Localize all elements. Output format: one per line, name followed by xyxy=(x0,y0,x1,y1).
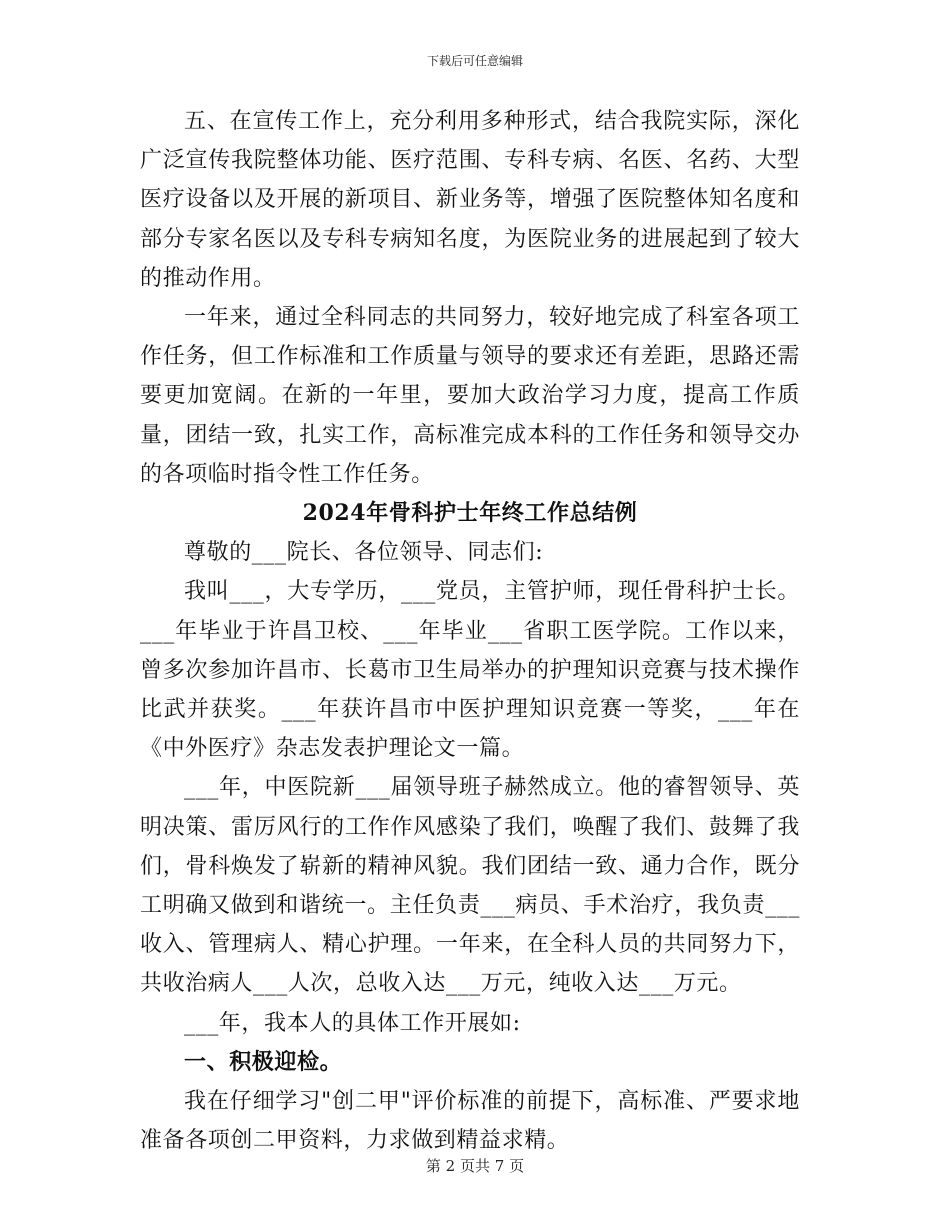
document-body xyxy=(140,102,800,1160)
paragraph-salutation: 尊敬的___院长、各位领导、同志们: xyxy=(184,540,544,566)
paragraph-work-intro: ___年，我本人的具体工作开展如: xyxy=(184,1010,521,1036)
paragraph-inspection-detail: 我在仔细学习"创二甲"评价标准的前提下，高标准、严要求地准备各项创二甲资料，力求做到精益求精。 xyxy=(140,1089,800,1154)
page-footer: 第 2 页共 7 页 xyxy=(425,1157,525,1175)
paragraph-self-introduction: 我叫___，大专学历，___党员，主管护师，现任骨科护士长。___年毕业于许昌卫校、___年毕业___省职工医学院。工作以来，曾多次参加许昌市、长葛市卫生局举办的护理知识竞赛与技术操作比武并获奖。___年获许昌市中医护理知识竞赛一等奖，___年在《中外医疗》杂志发表护理论文一篇。 xyxy=(140,579,800,762)
paragraph-publicity: 五、在宣传工作上，充分利用多种形式，结合我院实际，深化广泛宣传我院整体功能、医疗范围、专科专病、名医、名药、大型医疗设备以及开展的新项目、新业务等，增强了医院整体知名度和部分专家名医以及专科专病知名度，为医院业务的进展起到了较大的推动作用。 xyxy=(140,109,800,291)
paragraph-year-summary: 一年来，通过全科同志的共同努力，较好地完成了科室各项工作任务，但工作标准和工作质量与领导的要求还有差距，思路还需要更加宽阔。在新的一年里，要加大政治学习力度，提高工作质量，团结一致，扎实工作，高标准完成本科的工作任务和领导交办的各项临时指令性工作任务。 xyxy=(140,305,800,487)
section-heading-inspection: 一、积极迎检。 xyxy=(184,1048,343,1075)
document-title: 2024年骨科护士年终工作总结例 xyxy=(302,500,638,527)
page-header: 下载后可任意编辑 xyxy=(426,54,523,68)
paragraph-department-overview: ___年，中医院新___届领导班子赫然成立。他的睿智领导、英明决策、雷厉风行的工作作风感染了我们，唤醒了我们、鼓舞了我们，骨科焕发了崭新的精神风貌。我们团结一致、通力合作，既分工明确又做到和谐统一。主任负责___病员、手术治疗，我负责___收入、管理病人、精心护理。一年来，在全科人员的共同努力下，共收治病人___人次，总收入达___万元，纯收入达___万元。 xyxy=(140,775,800,997)
